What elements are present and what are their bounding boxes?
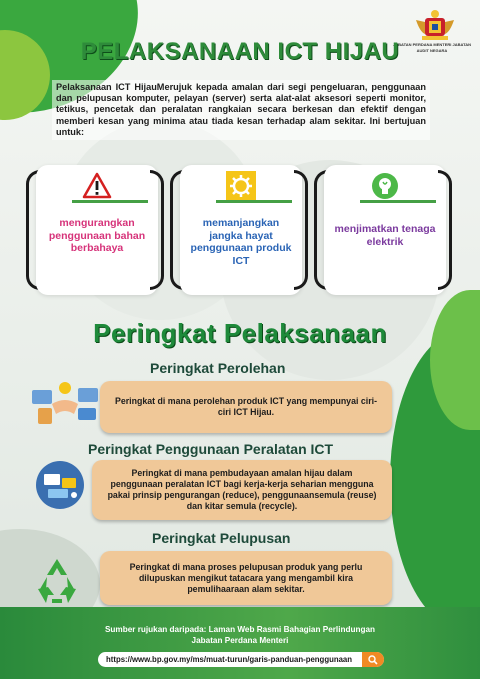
- source-url[interactable]: https://www.bp.gov.my/ms/muat-turun/garis-panduan-penggunaan: [106, 655, 353, 664]
- objective-card-3: [324, 165, 446, 295]
- search-icon: [368, 655, 378, 665]
- objective-card-1: [36, 165, 158, 295]
- objective-card-2: [180, 165, 302, 295]
- warning-icon: [82, 171, 112, 201]
- search-button[interactable]: [362, 652, 384, 667]
- objective-label: mengurangkan penggunaan bahan berbahaya: [48, 217, 146, 254]
- card-divider: [216, 200, 292, 203]
- bracket-right: [438, 170, 452, 290]
- source-line-2: Jabatan Perdana Menteri: [191, 635, 289, 645]
- url-bar[interactable]: [98, 652, 384, 667]
- level-heading-3: Peringkat Pelupusan: [152, 530, 291, 546]
- emblem-caption: JABATAN PERDANA MENTERI JABATAN AUDIT NEGARA: [393, 42, 471, 53]
- source-line-1: Sumber rujukan daripada: Laman Web Rasmi Bahagian Perlindungan: [104, 625, 376, 634]
- source-credit: [0, 625, 480, 646]
- intro-paragraph: Pelaksanaan ICT HijauMerujuk kepada amalan dari segi pengeluaran, penggunaan dan pelupusan komputer, pelayan (server) serta alat-alat aksesori seperti monitor, tetikus, pencetak dan peralatan rangkaian secara berkesan dan efektif dengan memberi kesan yang minima atau tiada kesan terhadap alam sekitar. Ini bertujuan untuk:: [52, 80, 430, 140]
- level-heading-2: Peringkat Penggunaan Peralatan ICT: [88, 441, 334, 457]
- level-description-2: Peringkat di mana pembudayaan amalan hijau dalam penggunaan peralatan ICT bagi kerja-kerja seharian mengguna pakai prinsip pengurangan (reduce), penggunaansemula (reuse) dan kitar semula (recycle).: [92, 460, 392, 520]
- coat-of-arms-logo: [412, 8, 458, 42]
- bulb-icon: [370, 171, 400, 201]
- devices-icon: [30, 460, 90, 510]
- page-title: PELAKSANAAN ICT HIJAU: [80, 38, 400, 65]
- level-description-1: Peringkat di mana perolehan produk ICT yang mempunyai ciri-ciri ICT Hijau.: [100, 381, 392, 433]
- objective-label: memanjangkan jangka hayat penggunaan produk ICT: [190, 217, 292, 267]
- section-title: Peringkat Pelaksanaan: [93, 318, 387, 348]
- card-divider: [360, 200, 436, 203]
- bracket-right: [150, 170, 164, 290]
- level-heading-1: Peringkat Perolehan: [150, 360, 286, 376]
- handshake-icon: [30, 378, 100, 428]
- recycle-icon: [32, 555, 82, 605]
- bracket-right: [294, 170, 308, 290]
- card-divider: [72, 200, 148, 203]
- level-description-3: Peringkat di mana proses pelupusan produk yang perlu dilupuskan mengikut tatacara yang mengambil kira pemulihaaraan alam sekitar.: [100, 551, 392, 605]
- gear-icon: [226, 171, 256, 201]
- objective-label: menjimatkan tenaga elektrik: [334, 223, 436, 248]
